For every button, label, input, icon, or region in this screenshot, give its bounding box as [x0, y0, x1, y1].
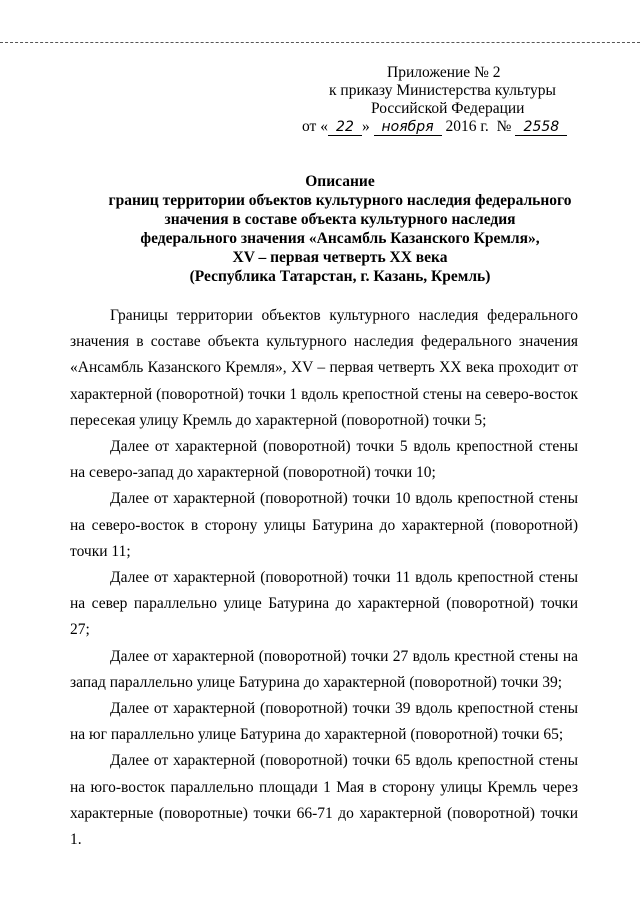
title-line: (Республика Татарстан, г. Казань, Кремль): [189, 268, 491, 285]
body-paragraph: Далее от характерной (поворотной) точки 39 вдоль крепостной стены на юг параллельно улице Батурина до характерной (поворотной) точки 65;: [70, 700, 578, 744]
handwritten-month: ноября: [374, 120, 442, 136]
date-close-quote: »: [361, 118, 370, 135]
body-paragraph: Далее от характерной (поворотной) точки 10 вдоль крепостной стены на северо-восток в сторону улицы Батурина до характерной (поворотной) точки 11;: [70, 490, 578, 560]
document-body: [70, 303, 578, 853]
date-year: 2016 г.: [445, 118, 489, 135]
body-paragraph: Далее от характерной (поворотной) точки 65 вдоль крепостной стены на юго-восток параллельно площади 1 Мая в сторону улицы Кремль через характерные (поворотные) точки 66-71 до характерной (поворотной) точки 1.: [70, 752, 578, 849]
appendix-label: Приложение № 2: [387, 64, 501, 81]
title-line: границ территории объектов культурного наследия федерального: [108, 192, 572, 209]
title-line: федерального значения «Ансамбль Казанского Кремля»,: [140, 230, 540, 247]
body-paragraph: Далее от характерной (поворотной) точки 27 вдоль крестной стены на запад параллельно улице Батурина до характерной (поворотной) точки 39;: [70, 647, 578, 691]
handwritten-order-number: 2558: [515, 120, 567, 136]
order-reference: к приказу Министерства культуры: [329, 82, 556, 99]
body-paragraph: Далее от характерной (поворотной) точки 5 вдоль крепостной стены на северо-запад до характерной (поворотной) точки 10;: [70, 438, 578, 482]
number-label: №: [496, 118, 512, 135]
title-line: Описание: [305, 173, 375, 190]
body-paragraph: Границы территории объектов культурного наследия федерального значения в составе объекта культурного наследия федерального значения «Ансамбль Казанского Кремля», XV – первая четверть XX века проходит от характерной (поворотной) точки 1 вдоль крепостной стены на северо-восток пересекая улицу Кремль до характерной (поворотной) точки 5;: [70, 307, 578, 429]
body-paragraph: Далее от характерной (поворотной) точки 11 вдоль крепостной стены на север параллельно улице Батурина до характерной (поворотной) точки 27;: [70, 569, 578, 639]
title-line: значения в составе объекта культурного наследия: [164, 211, 516, 228]
scan-top-border: [0, 42, 640, 43]
order-date-line: [302, 118, 567, 136]
title-line: XV – первая четверть XX века: [232, 249, 448, 266]
date-prefix: от «: [302, 118, 328, 135]
federation-label: Российской Федерации: [371, 100, 525, 117]
handwritten-day: 22: [328, 120, 362, 136]
document-title: [60, 172, 620, 286]
